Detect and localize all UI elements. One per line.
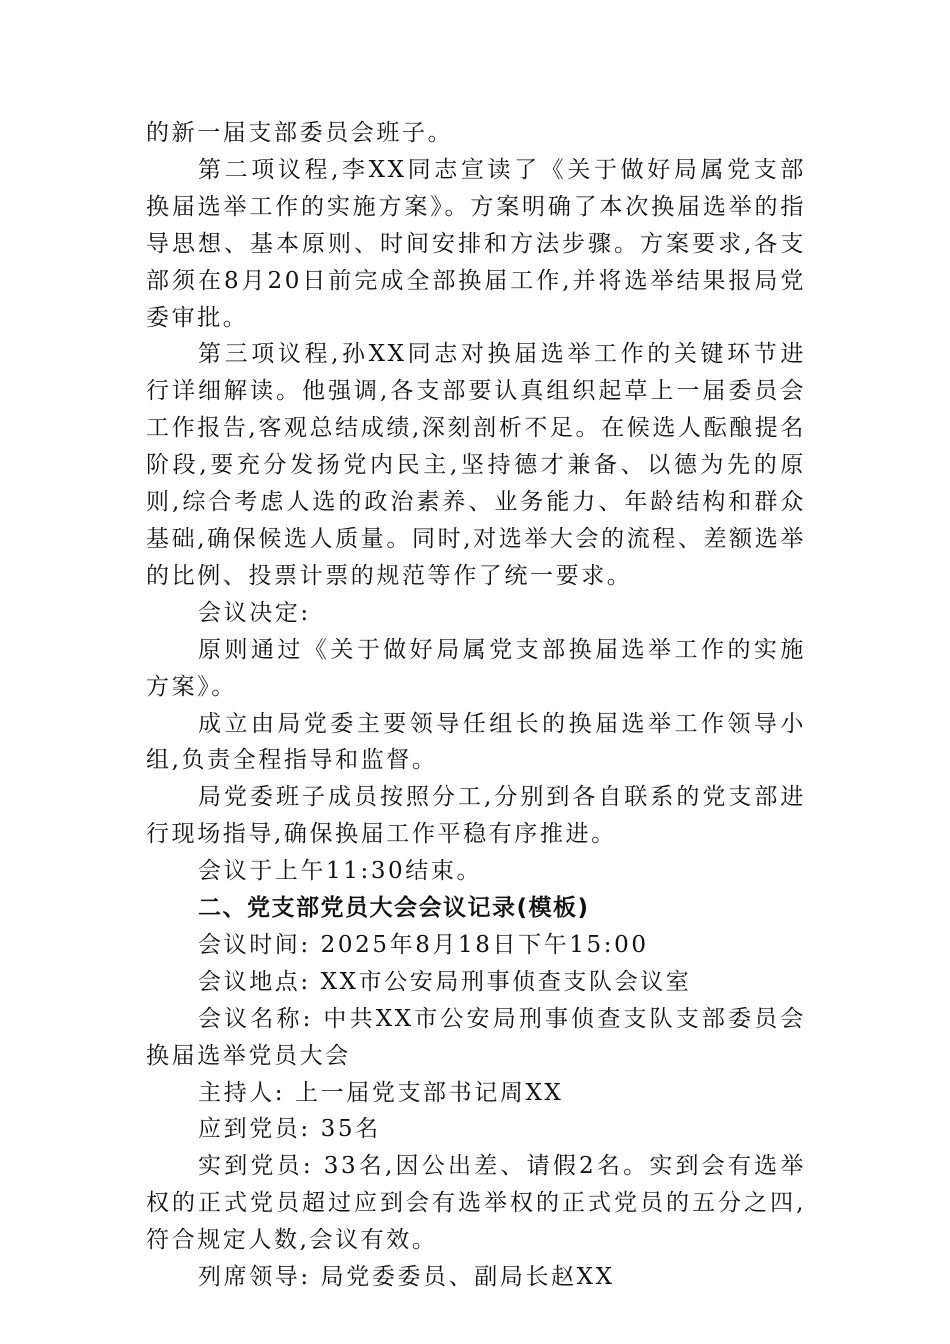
section-heading: 二、党支部党员大会会议记录(模板): [198, 895, 590, 922]
paragraph-attending-leaders: 列席领导: 局党委委员、副局长赵XX: [198, 1264, 615, 1291]
paragraph-host: 主持人: 上一届党支部书记周XX: [198, 1079, 564, 1106]
paragraph-decision-3: 局党委班子成员按照分工,分别到各自联系的党支部进行现场指导,确保换届工作平稳有序推进。: [146, 784, 806, 848]
paragraph-attending-members: 实到党员: 33名,因公出差、请假2名。实到会有选举权的正式党员超过应到会有选举权的正式党员的五分之四,符合规定人数,会议有效。: [146, 1153, 806, 1254]
paragraph-meeting-name: 会议名称: 中共XX市公安局刑事侦查支队支部委员会换届选举党员大会: [146, 1005, 806, 1069]
paragraph-agenda-item-2: 第二项议程,李XX同志宣读了《关于做好局属党支部换届选举工作的实施方案》。方案明确了本次换届选举的指导思想、基本原则、时间安排和方法步骤。方案要求,各支部须在8月20日前完成全部换届工作,并将选举结果报局党委审批。: [146, 156, 806, 331]
paragraph-expected-members: 应到党员: 35名: [198, 1116, 381, 1143]
document-body: [146, 115, 806, 1296]
paragraph-meeting-location: 会议地点: XX市公安局刑事侦查支队会议室: [198, 968, 692, 995]
paragraph-continuation: 的新一届支部委员会班子。: [146, 120, 454, 146]
paragraph-decision-label: 会议决定:: [198, 599, 311, 626]
paragraph-meeting-end: 会议于上午11:30结束。: [198, 858, 483, 885]
paragraph-decision-2: 成立由局党委主要领导任组长的换届选举工作领导小组,负责全程指导和监督。: [146, 710, 806, 774]
paragraph-meeting-time: 会议时间: 2025年8月18日下午15:00: [198, 931, 649, 958]
paragraph-agenda-item-3: 第三项议程,孙XX同志对换届选举工作的关键环节进行详细解读。他强调,各支部要认真组织起草上一届委员会工作报告,客观总结成绩,深刻剖析不足。在候选人酝酿提名阶段,要充分发扬党内民主,坚持德才兼备、以德为先的原则,综合考虑人选的政治素养、业务能力、年龄结构和群众基础,确保候选人质量。同时,对选举大会的流程、差额选举的比例、投票计票的规范等作了统一要求。: [146, 341, 806, 589]
paragraph-decision-1: 原则通过《关于做好局属党支部换届选举工作的实施方案》。: [146, 636, 806, 700]
